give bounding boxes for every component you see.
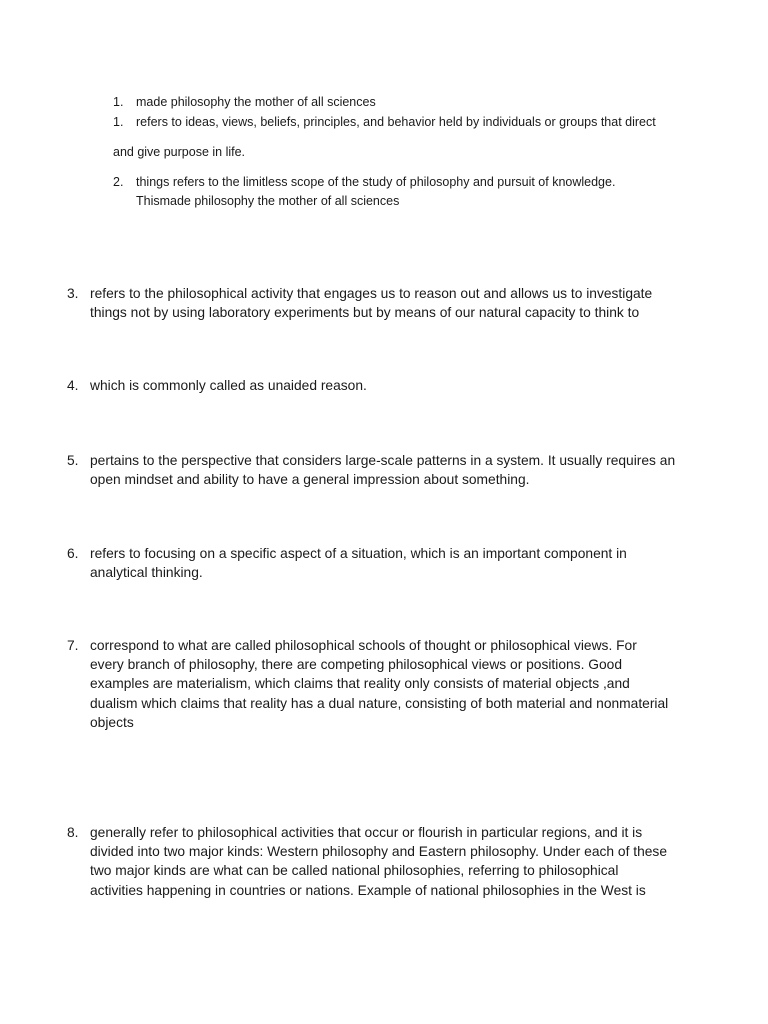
list-item [113,113,733,132]
list-text-line: analytical thinking. [90,565,203,581]
list-text-line: two major kinds are what can be called national philosophies, referring to philosophical [90,863,619,879]
list-number: 8. [67,825,79,840]
list-text-line: correspond to what are called philosophical schools of thought or philosophical views. For [90,638,637,653]
list-text-line: every branch of philosophy, there are competing philosophical views or positions. Good [90,657,622,673]
list-text-line: refers to the philosophical activity that engages us to reason out and allows us to investigate [90,286,653,301]
list-text-line: dualism which claims that reality has a dual nature, consisting of both material and nonmaterial [90,695,669,711]
list-text-line: which is commonly called as unaided reason. [90,378,367,393]
list-text-line: objects [90,714,134,730]
list-number: 1. [113,115,124,129]
list-number: 2. [113,175,124,189]
list-text-line: things not by using laboratory experiments but by means of our natural capacity to think to [90,305,640,321]
list-number: 1. [113,95,124,109]
list-text-line: divided into two major kinds: Western philosophy and Eastern philosophy. Under each of these [90,844,667,860]
list-number: 7. [67,638,79,653]
list-number: 6. [67,546,79,561]
list-text-line: pertains to the perspective that considers large-scale patterns in a system. It usually requires an [90,453,676,468]
list-text: made philosophy the mother of all sciences [136,95,376,109]
list-text-line: refers to focusing on a specific aspect of a situation, which is an important component in [90,546,627,561]
list-text-line: activities happening in countries or nations. Example of national philosophies in the West is [90,882,646,898]
list-text-line: Thismade philosophy the mother of all sciences [136,194,400,208]
list-item [113,93,713,112]
list-number: 3. [67,286,79,301]
list-number: 4. [67,378,79,393]
list-text-line: open mindset and ability to have a general impression about something. [90,472,530,488]
list-text-line: examples are materialism, which claims that reality only consists of material objects ,and [90,676,630,692]
list-number: 5. [67,453,79,468]
list-text-line: generally refer to philosophical activities that occur or flourish in particular regions, and it is [90,825,643,840]
list-text-line: things refers to the limitless scope of the study of philosophy and pursuit of knowledge. [136,175,616,189]
list-text: refers to ideas, views, beliefs, principles, and behavior held by individuals or groups that direct [136,115,656,129]
continuation-text: and give purpose in life. [113,145,246,159]
list-item [113,173,733,213]
